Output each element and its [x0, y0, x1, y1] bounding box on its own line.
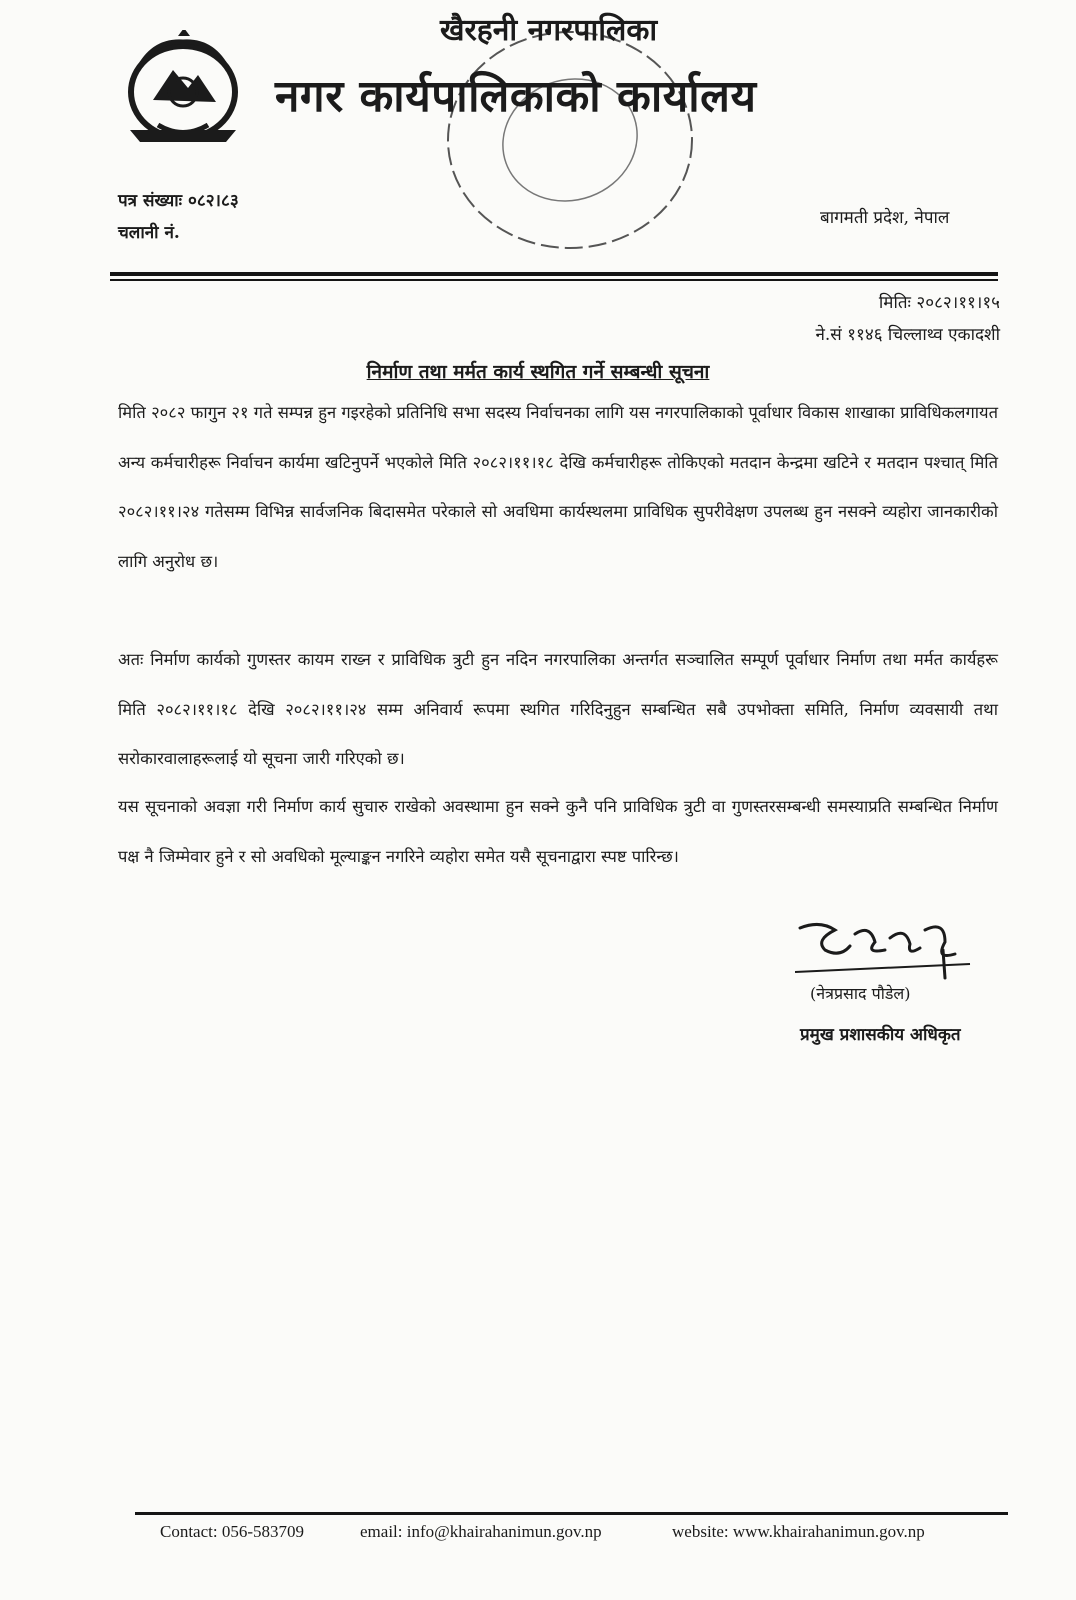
notice-title: निर्माण तथा मर्मत कार्य स्थगित गर्ने सम्बन्धी सूचना: [366, 361, 710, 383]
notice-paragraph-2: अतः निर्माण कार्यको गुणस्तर कायम राख्न र प्राविधिक त्रुटी हुन नदिन नगरपालिका अन्तर्गत सञ्चालित सम्पूर्ण पूर्वाधार निर्माण तथा मर्मत कार्यहरू मिति २०८२।११।१८ देखि २०८२।११।२४ सम्म अनिवार्य रूपमा स्थगित गरिदिनुहुन सम्बन्धित सबै उपभोक्ता समिति, निर्माण व्यवसायी तथा सरोकारवालाहरूलाई यो सूचना जारी गरिएको छ।: [118, 650, 998, 768]
letter-number: पत्र संख्याः ०८२।८३: [118, 191, 239, 211]
handwritten-signature: [795, 920, 975, 980]
footer-divider: [135, 1512, 1008, 1515]
office-seal-stamp: [440, 22, 700, 257]
footer-contact: Contact: 056-583709: [160, 1522, 305, 1541]
notice-paragraph-3: यस सूचनाको अवज्ञा गरी निर्माण कार्य सुचारु राखेको अवस्थामा हुन सक्ने कुनै पनि प्राविधिक त्रुटी वा गुणस्तरसम्बन्धी समस्याप्रति सम्बन्धित निर्माण पक्ष नै जिम्मेवार हुने र सो अवधिको मूल्याङ्कन नगरिने व्यहोरा समेत यसै सूचनाद्वारा स्पष्ट पारिन्छ।: [118, 797, 998, 866]
notice-paragraph-1: मिति २०८२ फागुन २१ गते सम्पन्न हुन गइरहेको प्रतिनिधि सभा सदस्य निर्वाचनका लागि यस नगरपालिकाको पूर्वाधार विकास शाखाका प्राविधिकलगायत अन्य कर्मचारीहरू निर्वाचन कार्यमा खटिनुपर्ने भएकोले मिति २०८२।११।१८ देखि कर्मचारीहरू तोकिएको मतदान केन्द्रमा खटिने र मतदान पश्चात् मिति २०८२।११।२४ गतेसम्म विभिन्न सार्वजनिक बिदासमेत परेकाले सो अवधिमा कार्यस्थलमा प्राविधिक सुपरीवेक्षण उपलब्ध हुन नसक्ने व्यहोरा जानकारीको लागि अनुरोध छ।: [118, 403, 998, 571]
nepal-sambat-date: ने.सं ११४६ चिल्लाथ्व एकादशी: [815, 325, 1000, 345]
signatory-name: (नेत्रप्रसाद पौडेल): [810, 984, 911, 1003]
municipality-name: खैरहनी नगरपालिका: [440, 13, 658, 48]
footer-email: email: info@khairahanimun.gov.np: [360, 1522, 602, 1541]
footer-website: website: www.khairahanimun.gov.np: [672, 1522, 925, 1541]
header-divider: [110, 272, 998, 276]
dispatch-number: चलानी नं.: [118, 223, 180, 243]
issue-date: मितिः २०८२।११।१५: [878, 293, 1000, 313]
office-address: बागमती प्रदेश, नेपाल: [820, 208, 950, 228]
signatory-designation: प्रमुख प्रशासकीय अधिकृत: [800, 1025, 961, 1045]
nepal-emblem-icon: [118, 30, 248, 150]
office-name: नगर कार्यपालिकाको कार्यालय: [275, 71, 757, 122]
header-divider-thin: [110, 279, 998, 281]
